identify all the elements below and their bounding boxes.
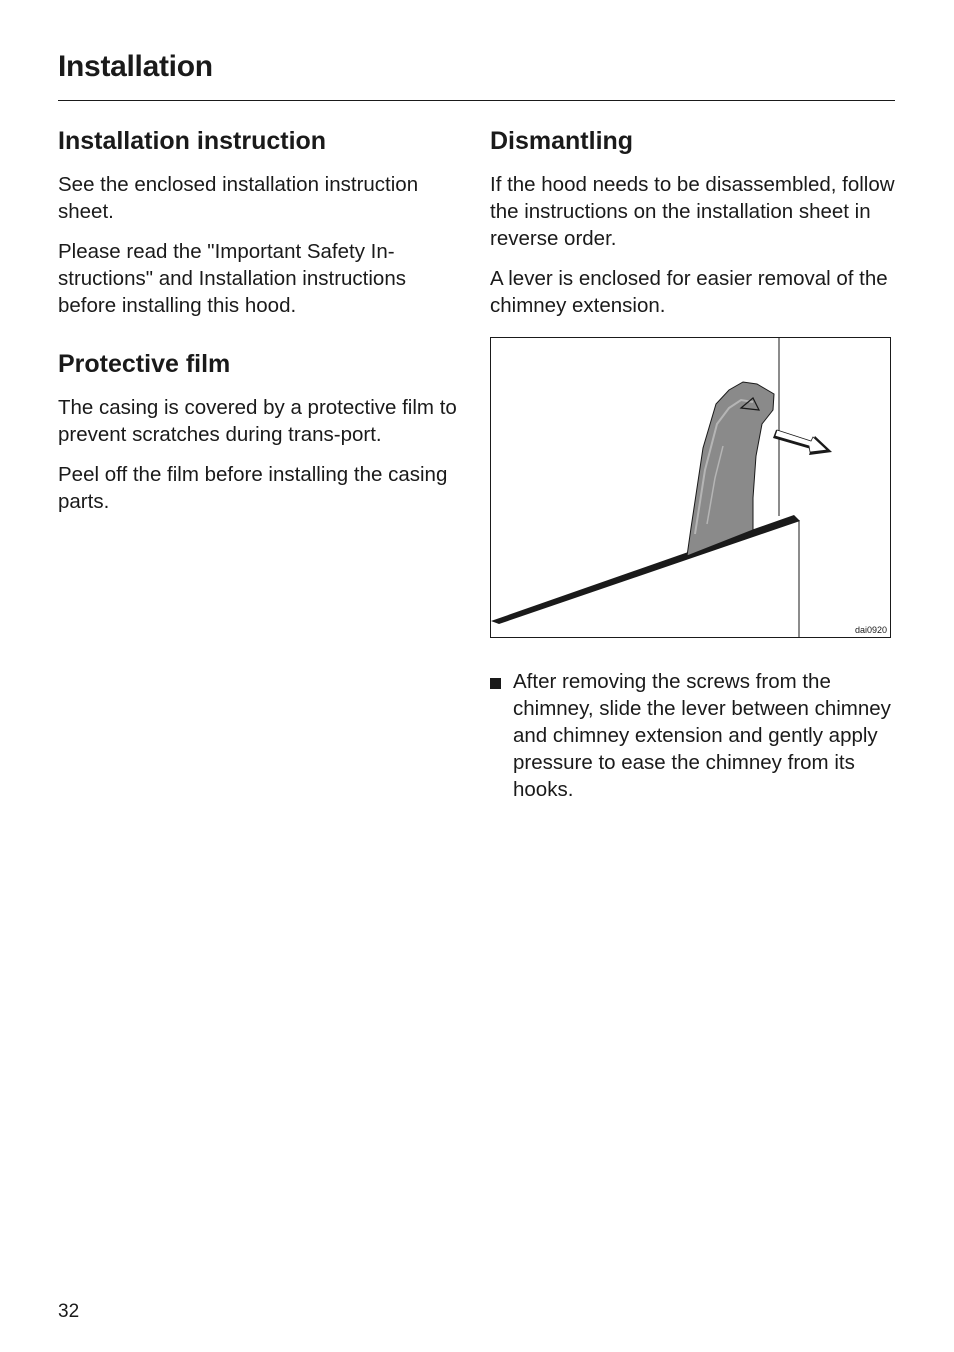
- paragraph: If the hood needs to be disassembled, follow the instructions on the installation sheet in reverse order.: [490, 173, 895, 250]
- bullet-square-icon: [490, 678, 501, 689]
- paragraph: Peel off the film before installing the casing parts.: [58, 463, 448, 513]
- page-heading: Installation: [58, 50, 213, 83]
- paragraph: See the enclosed installation instruction sheet.: [58, 173, 419, 223]
- paragraph: Please read the "Important Safety In-structions" and Installation instructions before installing this hood.: [58, 240, 406, 317]
- bullet-text: After removing the screws from the chimney, slide the lever between chimney and chimney extension and gently apply pressure to ease the chimney from its hooks.: [513, 670, 891, 801]
- lever-drawing: [491, 338, 890, 637]
- paragraph: The casing is covered by a protective film to prevent scratches during trans-port.: [58, 396, 457, 446]
- figure-code: dai0920: [854, 625, 887, 635]
- section-title-protective-film: Protective film: [58, 350, 231, 378]
- left-column: [58, 124, 468, 528]
- section-title-dismantling: Dismantling: [490, 127, 634, 155]
- section-title-installation-instruction: Installation instruction: [58, 127, 327, 155]
- lever-illustration: [490, 337, 891, 638]
- right-column: [490, 124, 896, 803]
- bullet-item: [490, 668, 896, 803]
- page-number: 32: [58, 1301, 80, 1322]
- paragraph: A lever is enclosed for easier removal of the chimney extension.: [490, 267, 888, 317]
- heading-rule: [58, 100, 895, 101]
